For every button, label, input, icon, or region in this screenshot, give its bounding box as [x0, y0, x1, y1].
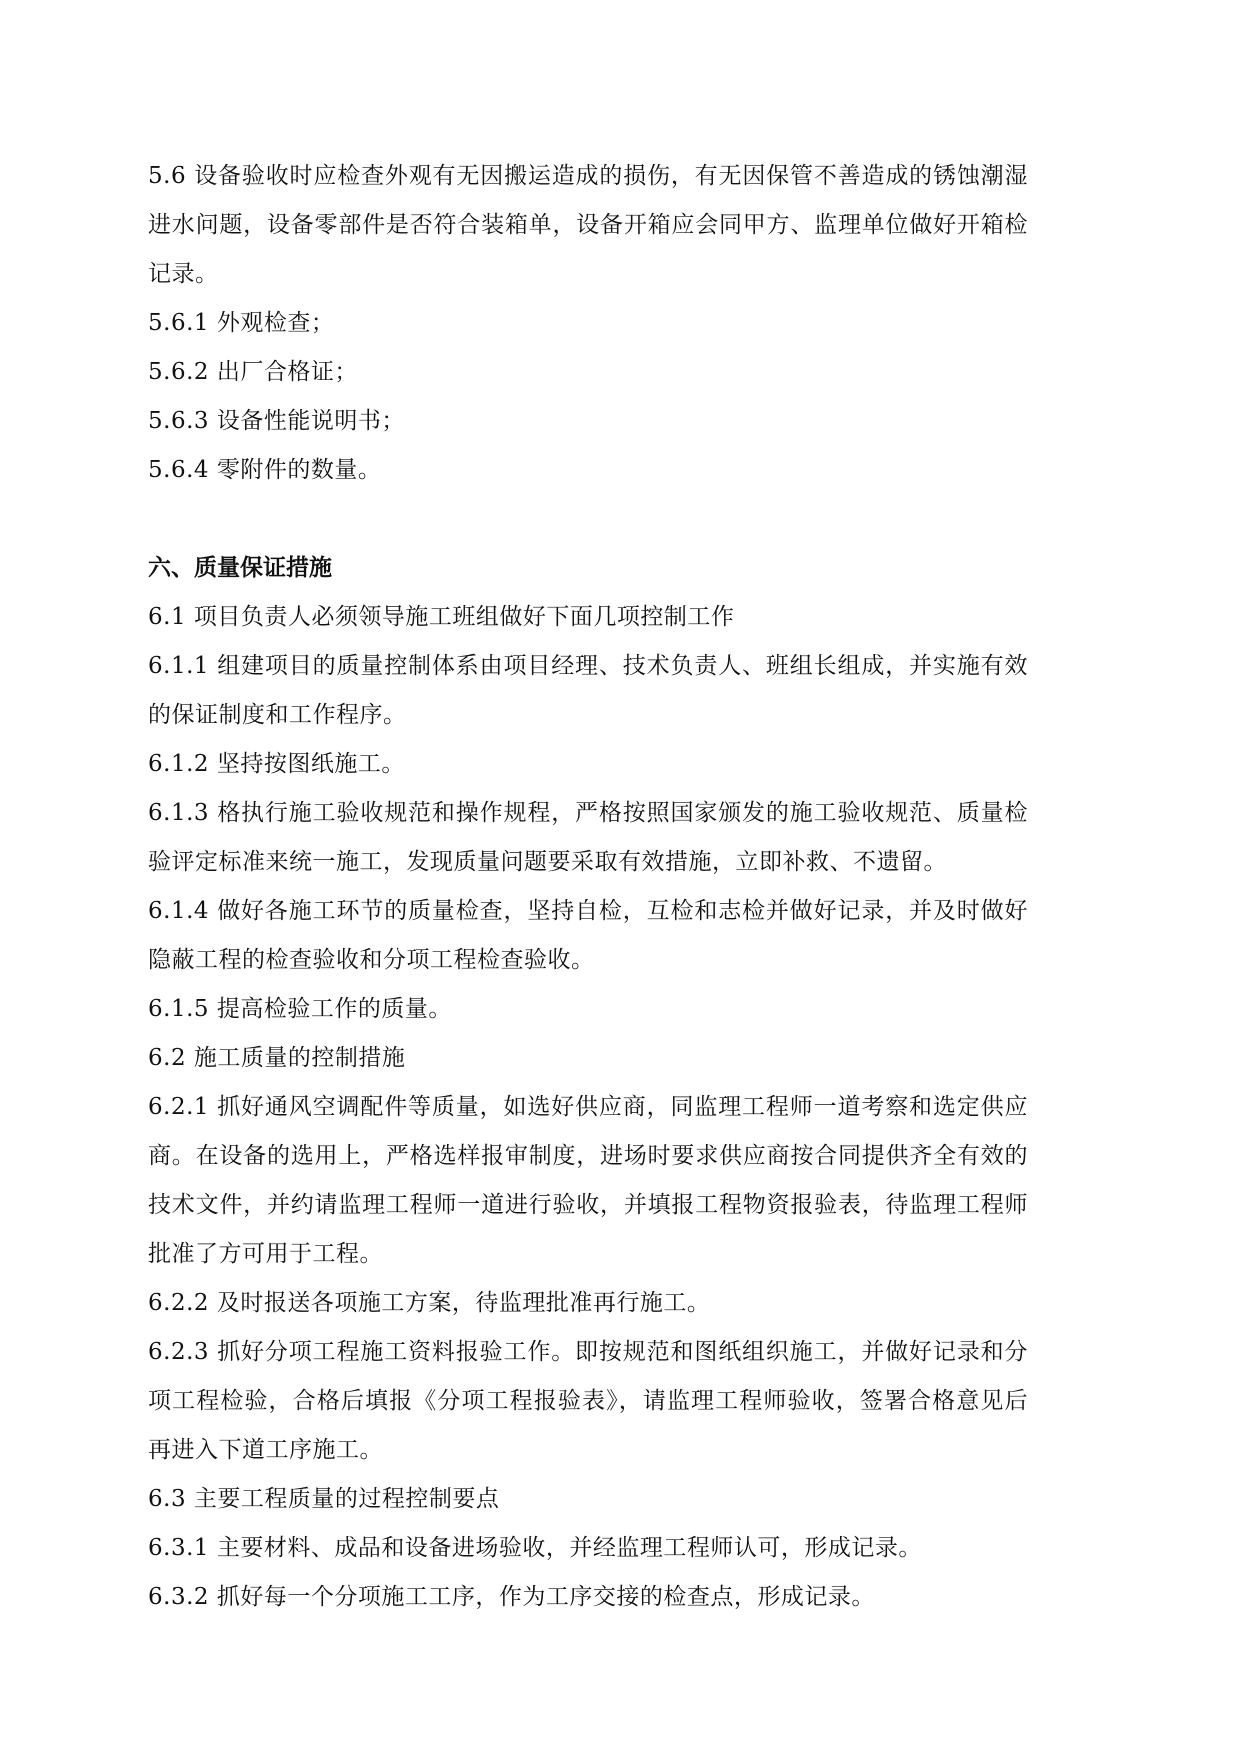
paragraph-5-6: 5.6 设备验收时应检查外观有无因搬运造成的损伤，有无因保管不善造成的锈蚀潮湿进水问题，设备零部件是否符合装箱单，设备开箱应会同甲方、监理单位做好开箱检记录。 — [148, 163, 1028, 287]
paragraph-6-3-1: 6.3.1 主要材料、成品和设备进场验收，并经监理工程师认可，形成记录。 — [148, 1535, 922, 1561]
paragraph-6-1-3: 6.1.3 格执行施工验收规范和操作规程，严格按照国家颁发的施工验收规范、质量检验评定标准来统一施工，发现质量问题要采取有效措施，立即补救、不遗留。 — [148, 800, 1028, 875]
paragraph-5-6-1: 5.6.1 外观检查； — [148, 310, 335, 336]
paragraph-6-2-1: 6.2.1 抓好通风空调配件等质量，如选好供应商，同监理工程师一道考察和选定供应商。在设备的选用上，严格选样报审制度，进场时要求供应商按合同提供齐全有效的技术文件，并约请监理工程师一道进行验收，并填报工程物资报验表，待监理工程师批准了方可用于工程。 — [148, 1094, 1028, 1267]
paragraph-6-3-2: 6.3.2 抓好每一个分项施工工序，作为工序交接的检查点，形成记录。 — [148, 1584, 875, 1610]
paragraph-6-1-2: 6.1.2 坚持按图纸施工。 — [148, 751, 405, 777]
paragraph-5-6-2: 5.6.2 出厂合格证； — [148, 359, 358, 385]
paragraph-6-1-4: 6.1.4 做好各施工环节的质量检查，坚持自检，互检和志检并做好记录，并及时做好隐蔽工程的检查验收和分项工程检查验收。 — [148, 898, 1028, 973]
paragraph-6-1: 6.1 项目负责人必须领导施工班组做好下面几项控制工作 — [148, 604, 735, 630]
paragraph-6-1-1: 6.1.1 组建项目的质量控制体系由项目经理、技术负责人、班组长组成，并实施有效的保证制度和工作程序。 — [148, 653, 1028, 728]
paragraph-6-2-3: 6.2.3 抓好分项工程施工资料报验工作。即按规范和图纸组织施工，并做好记录和分项工程检验，合格后填报《分项工程报验表》，请监理工程师验收，签署合格意见后再进入下道工序施工。 — [148, 1339, 1028, 1463]
section-heading-quality-assurance: 六、质量保证措施 — [148, 555, 332, 581]
paragraph-5-6-4: 5.6.4 零附件的数量。 — [148, 457, 382, 483]
paragraph-6-2: 6.2 施工质量的控制措施 — [148, 1045, 406, 1071]
paragraph-5-6-3: 5.6.3 设备性能说明书； — [148, 408, 405, 434]
paragraph-6-2-2: 6.2.2 及时报送各项施工方案，待监理批准再行施工。 — [148, 1290, 711, 1316]
paragraph-6-1-5: 6.1.5 提高检验工作的质量。 — [148, 996, 452, 1022]
document-page — [148, 152, 1028, 1622]
paragraph-6-3: 6.3 主要工程质量的过程控制要点 — [148, 1486, 500, 1512]
